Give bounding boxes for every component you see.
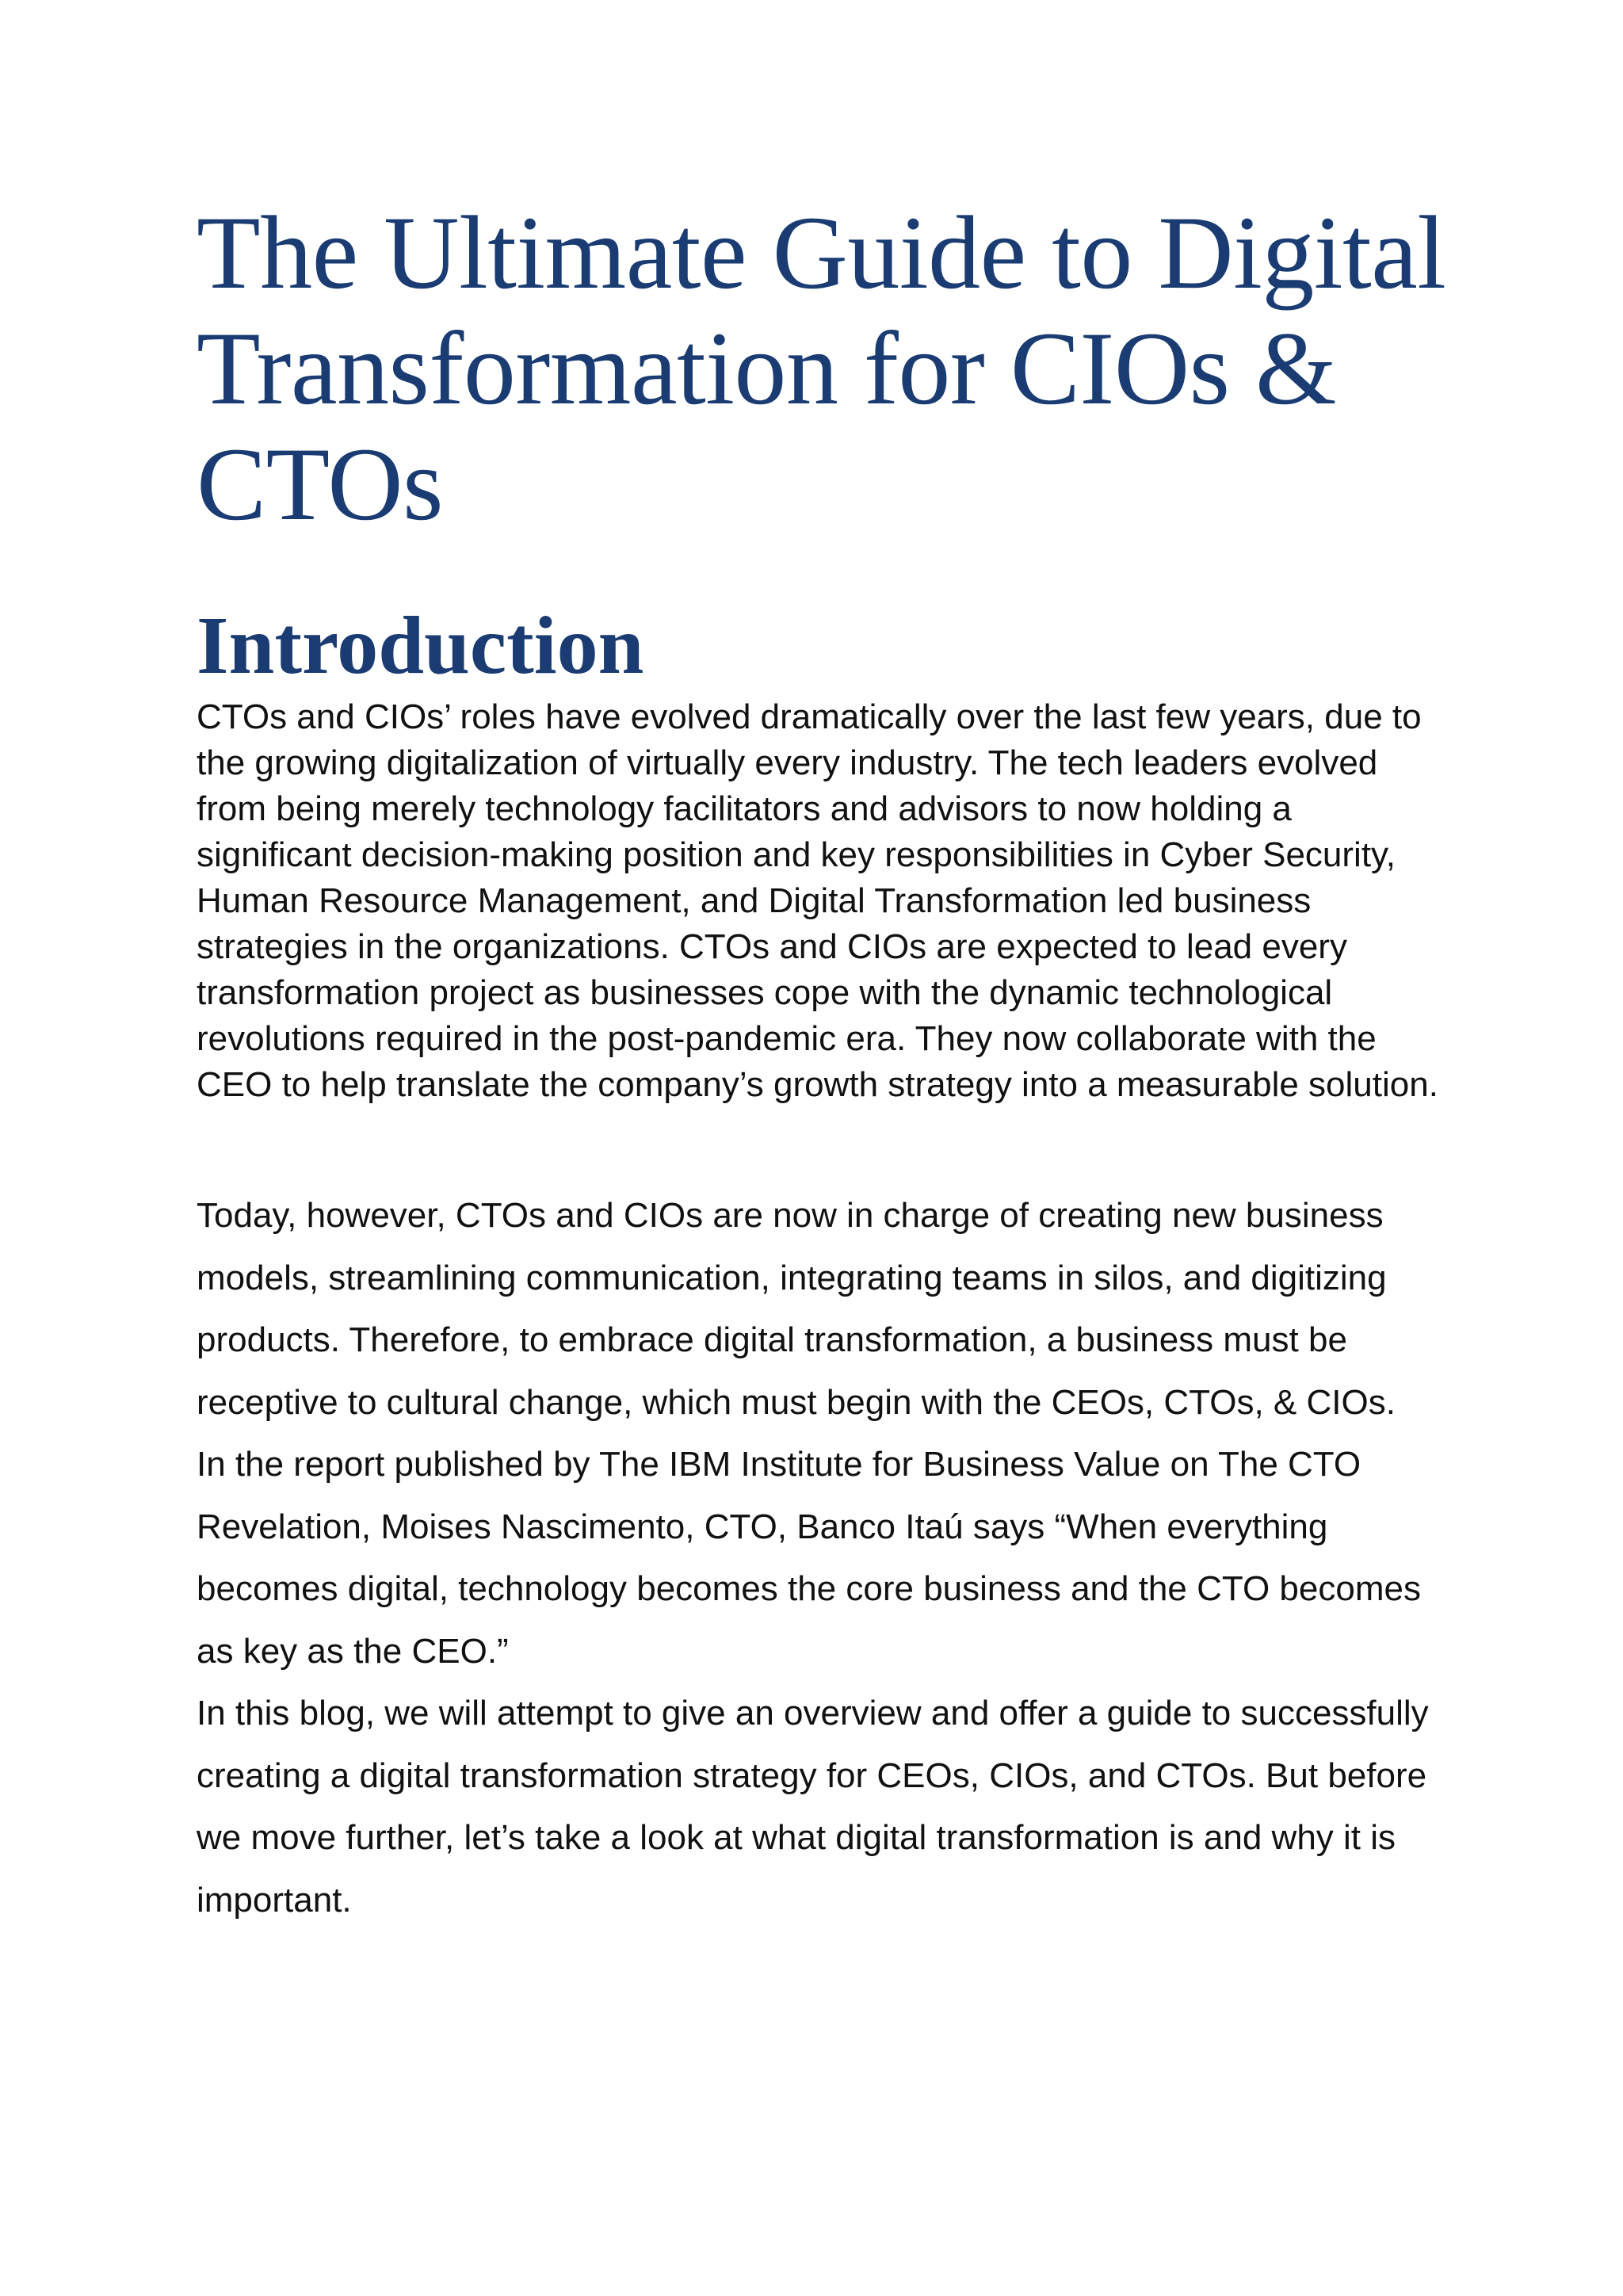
paragraph-cultural-change: Today, however, CTOs and CIOs are now in charge of creating new business models, streamlining communication, integrating teams in silos, and digitizing products. Therefore, to embrace digital transformation, a business must be receptive to cultural change, which must begin with the CEOs, CTOs, & CIOs. bbox=[197, 1196, 1396, 1422]
paragraph-ibm-report-quote: In the report published by The IBM Institute for Business Value on The CTO Revelation, Moises Nascimento, CTO, Banco Itaú says “When everything becomes digital, technology becomes the core business and the CTO becomes as key as the CEO.” bbox=[197, 1445, 1421, 1671]
paragraph-blog-overview: In this blog, we will attempt to give an overview and offer a guide to successfully creating a digital transformation strategy for CEOs, CIOs, and CTOs. But before we move further, let’s take a look at what digital transformation is and why it is important. bbox=[197, 1694, 1429, 1920]
paragraph-roles-evolution: CTOs and CIOs’ roles have evolved dramatically over the last few years, due to the growing digitalization of virtually every industry. The tech leaders evolved from being merely technology facilitators and advisors to now holding a significant decision-making position and key responsibilities in Cyber Security, Human Resource Management, and Digital Transformation led business strategies in the organizations. CTOs and CIOs are expected to lead every transformation project as businesses cope with the dynamic technological revolutions required in the post-pandemic era. They now collaborate with the CEO to help translate the company’s growth strategy into a measurable solution. bbox=[197, 697, 1438, 1104]
document-title: The Ultimate Guide to Digital Transformation for CIOs & CTOs bbox=[197, 194, 1446, 542]
body-text-block bbox=[197, 1185, 1449, 1931]
section-heading-introduction: Introduction bbox=[197, 600, 644, 691]
